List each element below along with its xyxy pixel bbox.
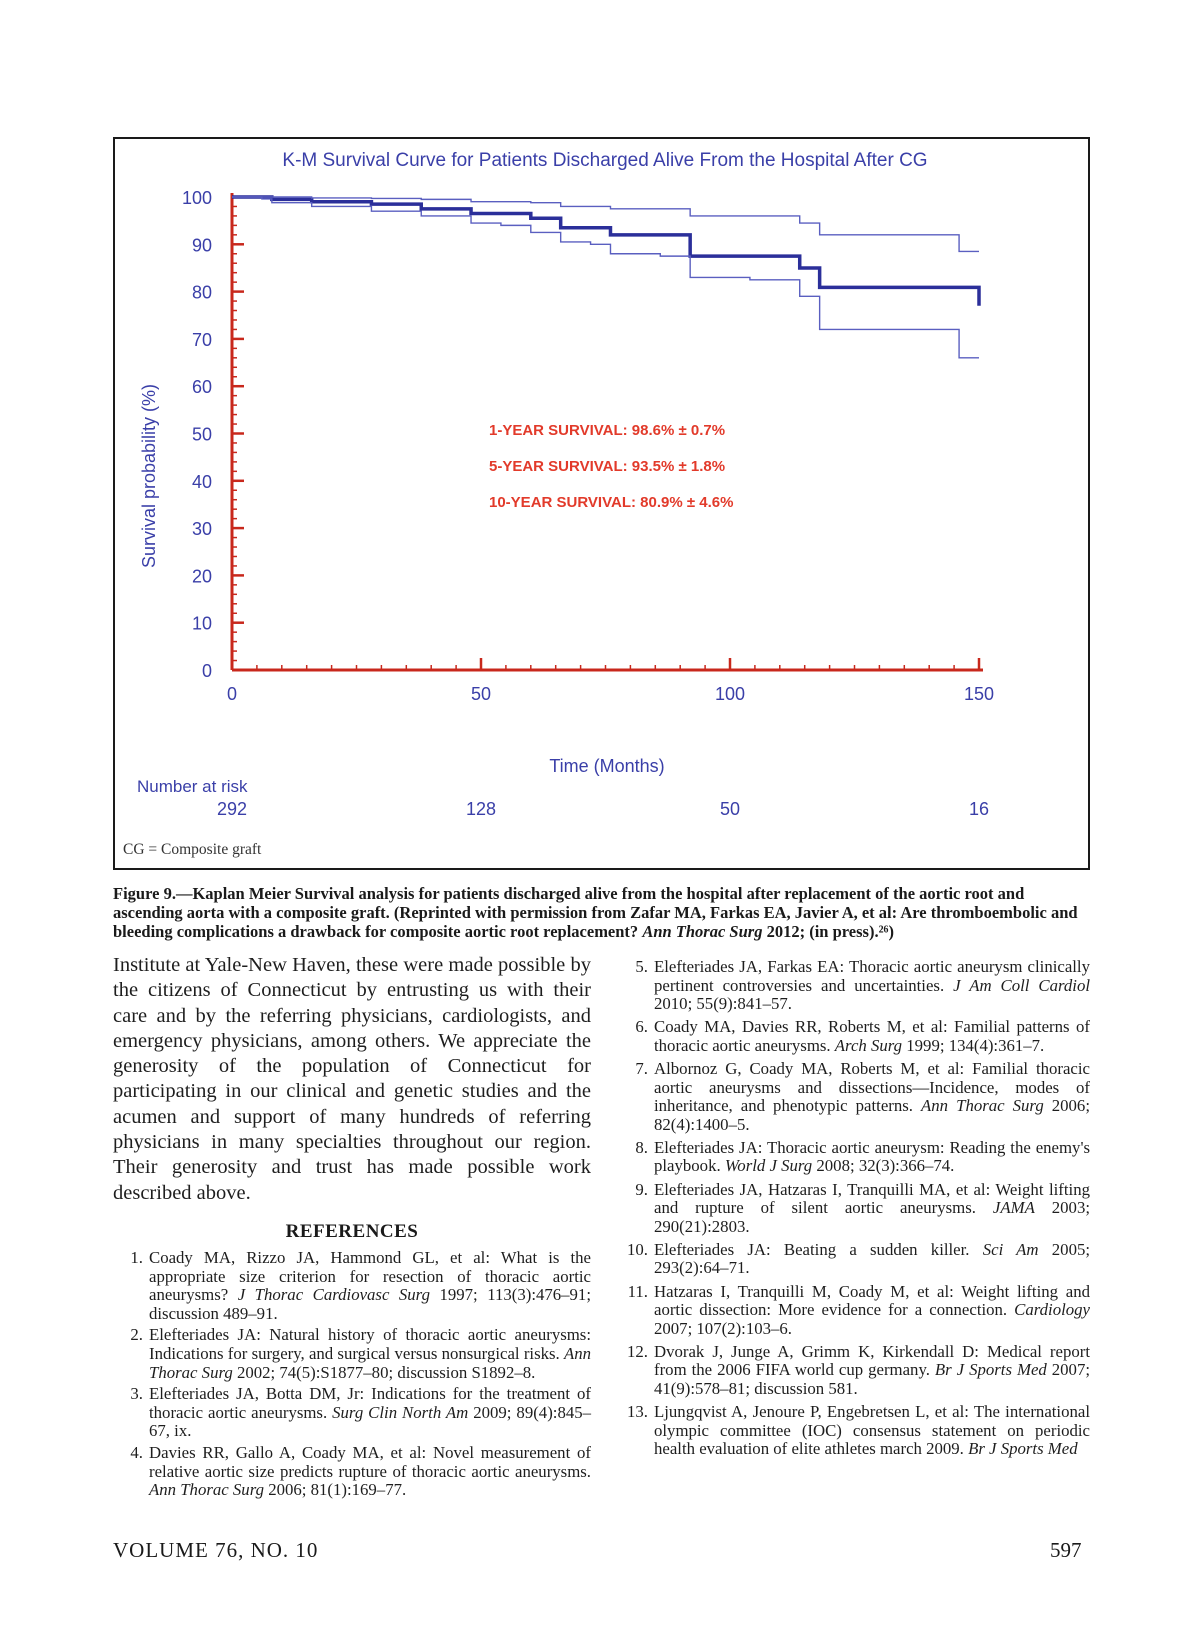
reference-body: Elefteriades JA, Hatzaras I, Tranquilli MA, et al: Weight lifting and rupture of silent aortic aneurysms. (654, 1179, 1090, 1218)
y-tick-label: 30 (191, 519, 212, 540)
reference-journal: J Thorac Cardiovasc Surg (237, 1285, 430, 1305)
caption-journal: Ann Thorac Surg (642, 922, 763, 941)
figure-caption (113, 884, 1090, 941)
reference-text (654, 1283, 1090, 1339)
reference-body: Davies RR, Gallo A, Coady MA, et al: Novel measurement of relative aortic size predicts rupture of thoracic aortic aneurysms. (149, 1442, 591, 1481)
reference-number: 3. (130, 1384, 143, 1404)
reference-journal: Br J Sports Med (934, 1360, 1047, 1380)
reference-journal: JAMA (992, 1198, 1035, 1218)
number-at-risk-value: 292 (216, 799, 248, 819)
reference-text (149, 1444, 591, 1500)
axes (182, 188, 994, 704)
reference-number: 13. (627, 1402, 648, 1422)
footer-page-number: 597 (1050, 1538, 1082, 1562)
series-lines (232, 197, 979, 358)
reference-body: Coady MA, Rizzo JA, Hammond GL, et al: What is the appropriate size criterion for resection of thoracic aortic aneurysms? (149, 1247, 591, 1305)
right-column (612, 958, 1090, 1463)
reference-body: Elefteriades JA: Thoracic aortic aneurysm: Reading the enemy's playbook. (654, 1137, 1090, 1176)
reference-item (612, 1181, 1090, 1237)
reference-item (612, 958, 1090, 1014)
reference-number: 1. (130, 1247, 143, 1267)
x-axis-label: Time (Months) (549, 756, 665, 776)
reference-journal: Sci Am (982, 1239, 1039, 1259)
reference-number: 10. (627, 1239, 648, 1259)
x-tick-label: 150 (963, 684, 995, 704)
reference-body: Albornoz G, Coady MA, Roberts M, et al: Familial thoracic aortic aneurysms and dissections—Incidence, modes of inheritance, and phenotypic patterns. (654, 1058, 1090, 1116)
reference-citation: 2006; 82(4):1400–5. (654, 1096, 1090, 1134)
y-tick-label: 60 (191, 377, 212, 398)
reference-journal: J Am Coll Cardiol (953, 975, 1090, 995)
reference-body: Elefteriades JA, Farkas EA: Thoracic aortic aneurysm clinically pertinent controversies and uncertainties. (654, 957, 1090, 995)
y-tick-label: 20 (191, 566, 212, 587)
reference-citation: 1997; 113(3):476–91; discussion 489–91. (149, 1285, 591, 1323)
reference-citation: 2009; 89(4):845–67, ix. (149, 1402, 592, 1441)
reference-body: Hatzaras I, Tranquilli M, Coady M, et al: Weight lifting and aortic dissection: More evidence for a connection. (654, 1281, 1090, 1320)
lower-ci-line (232, 197, 979, 358)
reference-item (612, 1060, 1090, 1134)
body-paragraph: Institute at Yale-New Haven, these were made possible by the citizens of Connecticut by entrusting us with their care and by the referring physicians, cardiologists, and emergency physicians, among others. We appreciate the generosity of the population of Connecticut for participating in our clinical and genetic studies and the acumen and support of many hundreds of referring physicians in many specialties throughout our region. Their generosity and trust has made possible work described above. (113, 954, 591, 1204)
reference-citation: 2007; 107(2):103–6. (654, 1318, 792, 1338)
reference-text (654, 1018, 1090, 1055)
reference-number: 8. (635, 1137, 648, 1157)
x-tick-label: 50 (470, 684, 492, 704)
caption-text: Figure 9.—Kaplan Meier Survival analysis for patients discharged alive from the hospital after replacement of the aortic root and ascending aorta with a composite graft. (Reprinted with permission from Zafar MA, Farkas EA, Javier A, et al: Are thromboembolic and bleeding complications a drawback for composite aortic root replacement? (113, 884, 1078, 941)
reference-number: 4. (130, 1442, 143, 1462)
reference-item (113, 1444, 591, 1500)
reference-citation: 1999; 134(4):361–7. (902, 1035, 1045, 1055)
number-at-risk-label: Number at risk (137, 777, 248, 796)
reference-item (612, 1283, 1090, 1339)
reference-body: Elefteriades JA, Botta DM, Jr: Indications for the treatment of thoracic aortic aneurysms. (149, 1384, 591, 1422)
reference-journal: World J Surg (724, 1156, 813, 1176)
reference-citation: 2003; 290(21):2803. (654, 1198, 1091, 1236)
references-list-left (113, 1249, 591, 1500)
survival-annotation: 1-YEAR SURVIVAL: 98.6% ± 0.7% (489, 422, 726, 439)
survival-estimate-line (232, 197, 979, 306)
reference-number: 7. (635, 1058, 648, 1078)
number-at-risk-table (137, 777, 989, 819)
reference-item (113, 1326, 591, 1382)
y-tick-label: 40 (191, 471, 212, 492)
survival-annotation: 10-YEAR SURVIVAL: 80.9% ± 4.6% (489, 494, 734, 511)
figure-footnote: CG = Composite graft (123, 841, 262, 858)
chart-title: K-M Survival Curve for Patients Discharged Alive From the Hospital After CG (282, 150, 928, 171)
number-at-risk-value: 50 (719, 799, 741, 819)
reference-text (654, 1181, 1090, 1237)
y-tick-label: 80 (191, 282, 212, 303)
reference-number: 6. (635, 1017, 648, 1037)
caption-end: 2012; (in press).²⁶) (762, 922, 894, 941)
survival-annotation: 5-YEAR SURVIVAL: 93.5% ± 1.8% (489, 458, 726, 475)
y-tick-label: 70 (191, 329, 212, 350)
number-at-risk-value: 16 (968, 799, 990, 819)
reference-body: Elefteriades JA: Natural history of thoracic aortic aneurysms: Indications for surgery, and surgical versus nonsurgical risks. (149, 1325, 591, 1363)
reference-body: Coady MA, Davies RR, Roberts M, et al: Familial patterns of thoracic aortic aneurysms. (654, 1017, 1090, 1055)
x-tick-label: 100 (714, 684, 746, 704)
number-at-risk-value: 128 (465, 799, 497, 819)
reference-journal: Arch Surg (834, 1035, 903, 1055)
reference-journal: Cardiology (1014, 1300, 1090, 1320)
footer-volume: VOLUME 76, NO. 10 (113, 1538, 319, 1562)
reference-citation: 2010; 55(9):841–57. (654, 994, 792, 1014)
x-tick-label: 0 (226, 684, 238, 704)
reference-text (149, 1326, 591, 1382)
y-tick-label: 90 (191, 235, 212, 256)
reference-journal: Ann Thorac Surg (149, 1480, 264, 1500)
reference-number: 2. (130, 1325, 143, 1345)
reference-item (113, 1385, 591, 1441)
reference-journal: Ann Thorac Surg (149, 1343, 591, 1382)
references-list-right (612, 958, 1090, 1459)
reference-item (612, 1018, 1090, 1055)
reference-citation: 2008; 32(3):366–74. (812, 1156, 955, 1176)
reference-item (612, 1403, 1090, 1459)
references-heading: REFERENCES (285, 1220, 419, 1242)
figure-box (113, 137, 1090, 870)
reference-item (612, 1241, 1090, 1278)
left-column (113, 953, 591, 1503)
reference-number: 11. (627, 1281, 648, 1301)
reference-text (654, 1241, 1090, 1278)
reference-citation: 2005; 293(2):64–71. (654, 1239, 1091, 1278)
y-axis-label: Survival probability (%) (139, 383, 159, 569)
reference-journal: Ann Thorac Surg (921, 1096, 1044, 1116)
reference-citation: 2002; 74(5):S1877–80; discussion S1892–8. (232, 1362, 536, 1382)
upper-ci-line (232, 197, 979, 251)
y-tick-label: 0 (201, 661, 212, 681)
reference-journal: Br J Sports Med (968, 1439, 1078, 1459)
reference-text (654, 1403, 1090, 1459)
reference-text (149, 1385, 591, 1441)
reference-text (654, 1060, 1090, 1134)
reference-citation: 2007; 41(9):578–81; discussion 581. (654, 1360, 1090, 1398)
reference-text (149, 1249, 591, 1323)
reference-item (113, 1249, 591, 1323)
survival-annotations (489, 422, 733, 511)
reference-item (612, 1139, 1090, 1176)
km-survival-chart (115, 139, 1088, 868)
reference-item (612, 1343, 1090, 1399)
reference-body: Dvorak J, Junge A, Grimm K, Kirkendall D: Medical report from the 2006 FIFA world cup germany. (654, 1341, 1090, 1380)
y-tick-label: 10 (191, 613, 212, 634)
reference-body: Ljungqvist A, Jenoure P, Engebretsen L, et al: The international olympic committee (IOC) consensus statement on periodic health evaluation of elite athletes march 2009. (654, 1402, 1090, 1459)
reference-number: 5. (635, 957, 648, 976)
y-tick-label: 100 (181, 188, 212, 208)
reference-body: Elefteriades JA: Beating a sudden killer. (654, 1239, 983, 1259)
reference-text (654, 958, 1090, 1014)
reference-text (654, 1139, 1090, 1176)
reference-journal: Surg Clin North Am (332, 1402, 469, 1422)
reference-number: 12. (627, 1341, 648, 1361)
y-tick-label: 50 (191, 424, 212, 445)
reference-citation: 2006; 81(1):169–77. (264, 1480, 407, 1500)
reference-text (654, 1343, 1090, 1399)
reference-number: 9. (635, 1179, 648, 1199)
